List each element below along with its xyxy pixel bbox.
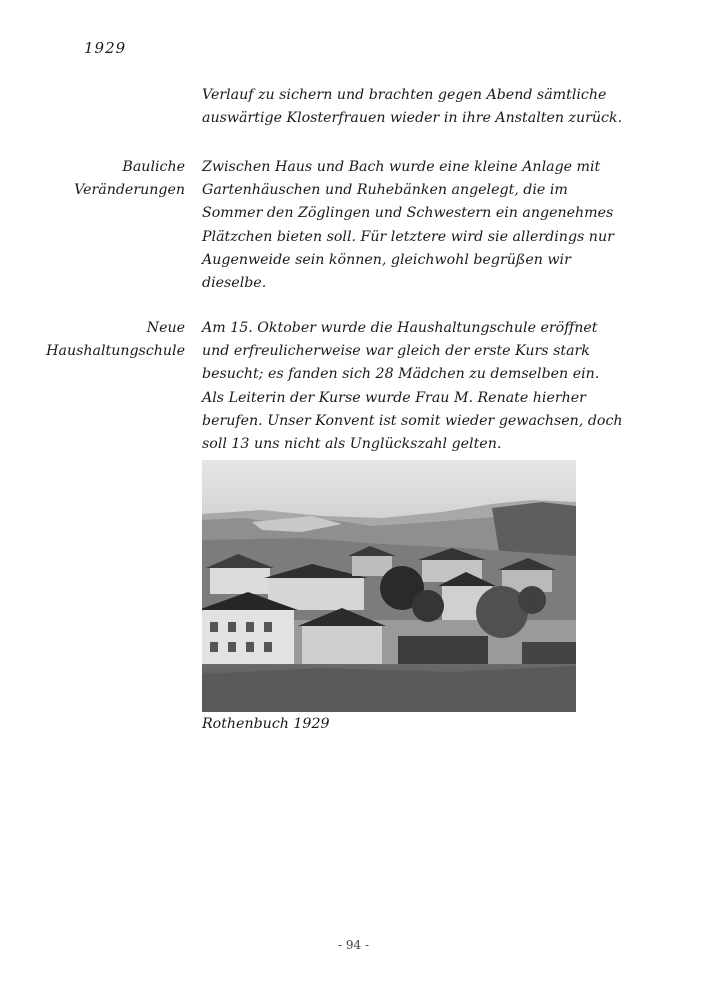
paragraph-continuation xyxy=(202,84,642,130)
text-line: berufen. Unser Konvent ist somit wieder gewachsen, doch xyxy=(202,412,623,429)
side-heading-line: Veränderungen xyxy=(74,182,185,199)
page-number: - 94 - xyxy=(337,938,369,952)
photo-caption: Rothenbuch 1929 xyxy=(202,716,330,732)
text-line: Am 15. Oktober wurde die Haushaltungschule eröffnet xyxy=(202,320,598,336)
text-line: Augenweide sein können, gleichwohl begrüßen wir xyxy=(202,251,571,268)
text-line: Zwischen Haus und Bach wurde eine kleine Anlage mit xyxy=(202,159,601,175)
text-line: Verlauf zu sichern und brachten gegen Abend sämtliche xyxy=(202,87,607,103)
text-line: und erfreulicherweise war gleich der erste Kurs stark xyxy=(202,343,590,360)
text-line: dieselbe. xyxy=(202,275,267,292)
text-line: Sommer den Zöglingen und Schwestern ein angenehmes xyxy=(202,205,614,222)
year-heading: 1929 xyxy=(84,39,127,57)
text-line: besucht; es fanden sich 28 Mädchen zu demselben ein. xyxy=(202,366,600,383)
text-line: Gartenhäuschen und Ruhebänken angelegt, die im xyxy=(202,182,568,199)
paragraph-haushaltungschule xyxy=(202,317,642,456)
text-line: Als Leiterin der Kurse wurde Frau M. Renate hierher xyxy=(202,389,586,406)
side-heading-bauliche xyxy=(74,156,185,202)
paragraph-bauliche xyxy=(202,156,642,295)
side-heading-line: Bauliche xyxy=(122,159,185,175)
side-heading-haushaltungschule xyxy=(46,317,185,363)
text-line: Plätzchen bieten soll. Für letztere wird sie allerdings nur xyxy=(202,228,614,245)
text-line: soll 13 uns nicht als Unglückszahl gelten. xyxy=(202,436,502,453)
village-photo xyxy=(202,460,576,712)
text-line: auswärtige Klosterfrauen wieder in ihre Anstalten zurück. xyxy=(202,110,623,127)
side-heading-line: Haushaltungschule xyxy=(46,343,185,360)
side-heading-line: Neue xyxy=(146,320,185,336)
